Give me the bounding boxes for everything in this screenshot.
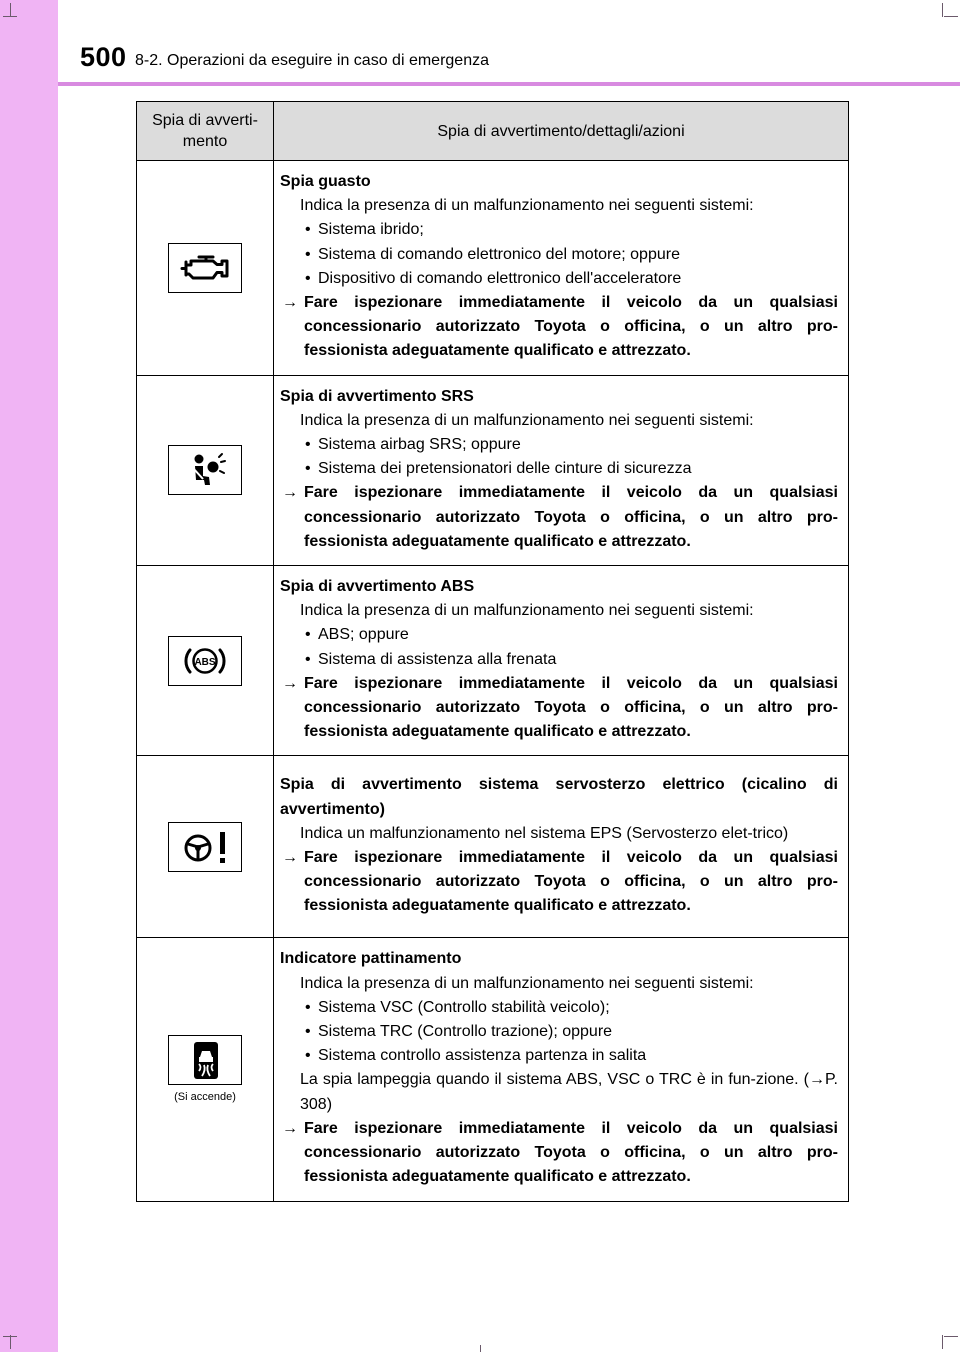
list-item: • Sistema airbag SRS; oppure [280,433,838,457]
crop-mark [942,1335,943,1349]
arrow-right-icon: → [282,674,298,692]
action-text: Fare ispezionare immediatamente il veicolo da un qualsiasi concessionario autorizzato Toyota o officina, o un altro pro-fessionista adeguatamente qualificato e attrezzato. [304,674,838,741]
arrow-right-icon: → [282,1119,298,1137]
slip-indicator-icon-graphic [169,1036,241,1084]
crop-mark [944,1336,958,1337]
details-cell [274,938,849,1201]
table-row [137,938,849,1201]
action-instruction [280,1117,838,1190]
table-row [137,161,849,376]
list-item: • Sistema TRC (Controllo trazione); oppure [280,1020,838,1044]
page-number: 500 [80,42,127,72]
crop-mark [3,16,17,17]
column-header-line: mento [182,133,228,150]
action-instruction [280,846,838,919]
details-cell [274,756,849,938]
column-header-line: Spia di avverti- [152,112,258,129]
list-item: • ABS; oppure [280,623,838,647]
table-row [137,756,849,938]
slip-indicator-icon [168,1035,242,1085]
icon-cell [137,566,274,756]
list-item: • Sistema ibrido; [280,218,838,242]
warning-description: Indica la presenza di un malfunzionamento nei seguenti sistemi: [300,974,754,992]
action-instruction [280,291,838,364]
crop-mark [942,3,943,17]
icon-cell [137,938,274,1201]
table-row [137,566,849,756]
section-title: 8-2. Operazioni da eseguire in caso di emergenza [135,52,489,69]
warning-note: La spia lampeggia quando il sistema ABS, VSC o TRC è in fun-zione. (→P. 308) [300,1071,838,1113]
list-item: • Sistema di assistenza alla frenata [280,648,838,672]
srs-airbag-icon-graphic [169,446,241,494]
warning-title: Spia guasto [280,173,371,190]
list-item: • Sistema dei pretensionatori delle cinture di sicurezza [280,457,838,481]
list-item: • Sistema controllo assistenza partenza in salita [280,1044,838,1068]
action-instruction [280,672,838,745]
icon-note: (Si accende) [174,1091,236,1104]
check-engine-icon [168,243,242,293]
crop-mark [480,1345,481,1352]
table-header-row [137,102,849,161]
crop-mark [944,16,958,17]
arrow-right-icon: → [282,484,298,502]
warning-title: Spia di avvertimento SRS [280,387,474,405]
action-text: Fare ispezionare immediatamente il veicolo da un qualsiasi concessionario autorizzato Toyota o officina, o un altro pro-fessionista adeguatamente qualificato e attrezzato. [304,484,838,550]
action-text: Fare ispezionare immediatamente il veicolo da un qualsiasi concessionario autorizzato Toyota o officina, o un altro pro-fessionista adeguatamente qualificato e attrezzato. [304,1119,838,1186]
arrow-right-icon: → [282,294,298,312]
abs-icon-graphic [169,637,241,685]
warning-description: Indica la presenza di un malfunzionamento nei seguenti sistemi: [300,411,754,429]
action-instruction [280,481,838,554]
arrow-right-icon: → [282,848,298,866]
details-cell [274,375,849,565]
crop-mark [3,1336,17,1337]
details-cell [274,566,849,756]
warning-lights-table [136,101,849,1202]
icon-cell [137,375,274,565]
list-item: • Dispositivo di comando elettronico dell'acceleratore [280,267,838,291]
warning-description: Indica la presenza di un malfunzionamento nei seguenti sistemi: [300,602,754,620]
warning-description: Indica un malfunzionamento nel sistema EPS (Servosterzo elet-trico) [300,824,789,842]
eps-steering-icon [168,822,242,872]
srs-airbag-icon [168,445,242,495]
warning-title: Indicatore pattinamento [280,950,462,968]
warning-title: Spia di avvertimento ABS [280,578,475,596]
eps-steering-icon-graphic [169,823,241,871]
list-item: • Sistema VSC (Controllo stabilità veicolo); [280,996,838,1020]
table-row [137,375,849,565]
crop-mark [10,1335,11,1349]
warning-description: Indica la presenza di un malfunzionamento nei seguenti sistemi: [300,197,754,215]
icon-cell [137,756,274,938]
details-cell [274,161,849,376]
header-rule [58,82,960,86]
check-engine-icon-graphic [169,244,241,292]
column-header-warning-light [137,102,274,161]
abs-icon [168,636,242,686]
abs-icon-label: ABS [194,656,216,668]
side-color-band [0,0,58,1352]
action-text: Fare ispezionare immediatamente il veicolo da un qualsiasi concessionario autorizzato Toyota o officina, o un altro pro-fessionista adeguatamente qualificato e attrezzato. [304,294,838,360]
crop-mark [10,3,11,17]
list-item: • Sistema di comando elettronico del motore; oppure [280,243,838,267]
icon-cell [137,161,274,376]
column-header-details: Spia di avvertimento/dettagli/azioni [274,102,849,161]
action-text: Fare ispezionare immediatamente il veicolo da un qualsiasi concessionario autorizzato Toyota o officina, o un altro pro-fessionista adeguatamente qualificato e attrezzato. [304,848,838,915]
warning-title: Spia di avvertimento sistema servosterzo elettrico (cicalino di avvertimento) [280,776,838,818]
